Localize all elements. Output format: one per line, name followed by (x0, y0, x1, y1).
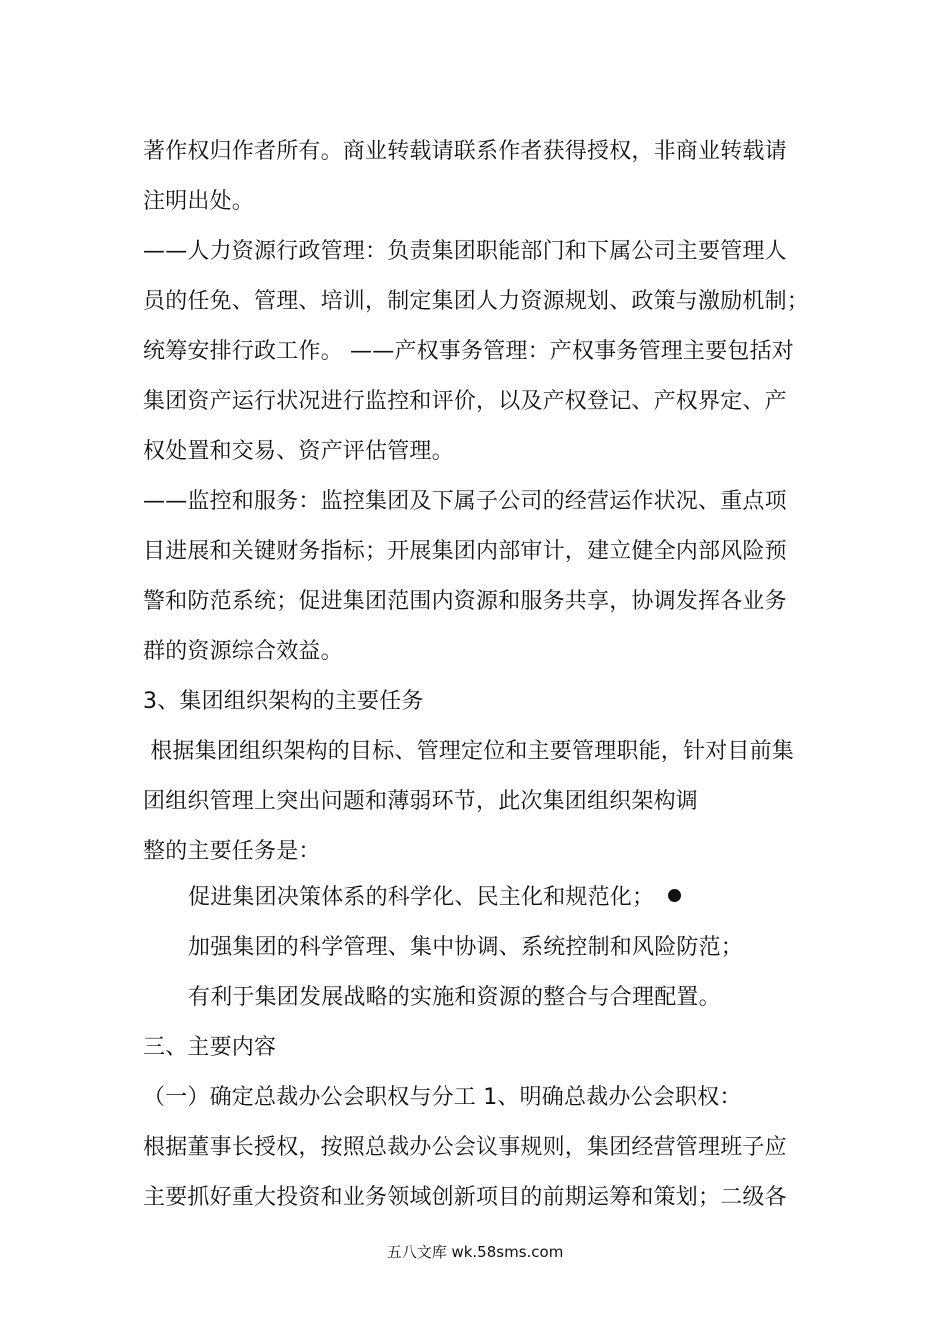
text-line: 团组织管理上突出问题和薄弱环节，此次集团组织架构调 (143, 789, 699, 814)
text-line: 群的资源综合效益。 (143, 639, 343, 664)
text-line: 主要抓好重大投资和业务领域创新项目的前期运筹和策划；二级各 (143, 1185, 787, 1210)
text-line: 统筹安排行政工作。 ——产权事务管理：产权事务管理主要包括对 (143, 339, 794, 364)
text-line: 目进展和关键财务指标；开展集团内部审计，建立健全内部风险预 (143, 539, 787, 564)
text-line: 注明出处。 (143, 189, 255, 214)
bullet-icon (668, 889, 681, 902)
text-line: 权处置和交易、资产评估管理。 (143, 439, 454, 464)
section-heading: 三、主要内容 (143, 1035, 277, 1060)
text-line: 员的任免、管理、培训，制定集团人力资源规划、政策与激励机制； (143, 289, 810, 314)
page-footer: 五八文库 wk.58sms.com (386, 1243, 564, 1261)
text-line: 警和防范系统；促进集团范围内资源和服务共享，协调发挥各业务 (143, 589, 787, 614)
text-line: 整的主要任务是： (143, 839, 321, 864)
text-line: ——监控和服务：监控集团及下属子公司的经营运作状况、重点项 (143, 489, 787, 514)
text-line: ——人力资源行政管理：负责集团职能部门和下属公司主要管理人 (143, 239, 787, 264)
section-heading: 3、集团组织架构的主要任务 (143, 689, 424, 714)
list-item: 有利于集团发展战略的实施和资源的整合与合理配置。 (188, 985, 721, 1010)
list-item: 促进集团决策体系的科学化、民主化和规范化； (188, 885, 655, 910)
list-item: 加强集团的科学管理、集中协调、系统控制和风险防范； (188, 935, 744, 960)
subsection-heading: （一）确定总裁办公会职权与分工 1、明确总裁办公会职权： (143, 1085, 742, 1110)
text-line: 根据集团组织架构的目标、管理定位和主要管理职能，针对目前集 (143, 739, 794, 764)
text-line: 根据董事长授权，按照总裁办公会议事规则，集团经营管理班子应 (143, 1135, 787, 1160)
text-line: 集团资产运行状况进行监控和评价，以及产权登记、产权界定、产 (143, 389, 787, 414)
text-line: 著作权归作者所有。商业转载请联系作者获得授权，非商业转载请 (143, 139, 787, 164)
